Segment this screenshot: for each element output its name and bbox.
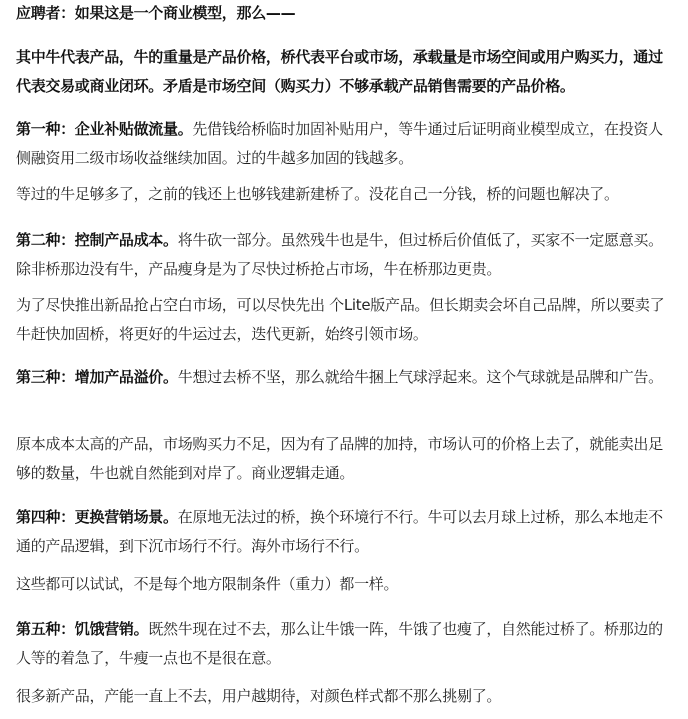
paragraph-method-3-note: [16, 430, 674, 488]
paragraph-bold: 应聘者：如果这是一个商业模型，那么——: [16, 4, 296, 22]
paragraph-bold: 第三种：增加产品溢价。: [16, 368, 178, 386]
paragraph-method-4-note: [16, 570, 674, 599]
paragraph-text: 原本成本太高的产品，市场购买力不足，因为有了品牌的加持，市场认可的价格上去了，就能卖出足够的数量，牛也就自然能到对岸了。商业逻辑走通。: [16, 435, 663, 482]
paragraph-method-3: [16, 363, 674, 392]
paragraph-model-explanation: [16, 43, 674, 101]
paragraph-text: 牛想过去桥不坚，那么就给牛捆上气球浮起来。这个气球就是品牌和广告。: [177, 368, 663, 386]
paragraph-text: 这些都可以试试，不是每个地方限制条件（重力）都一样。: [16, 575, 399, 593]
paragraph-method-2-note: [16, 291, 674, 349]
paragraph-bold: 其中牛代表产品，牛的重量是产品价格，桥代表平台或市场，承载量是市场空间或用户购买力，通过代表交易或商业闭环。矛盾是市场空间（购买力）不够承载产品销售需要的产品价格。: [16, 48, 663, 95]
paragraph-method-2: [16, 226, 674, 284]
paragraph-text: 等过的牛足够多了，之前的钱还上也够钱建新建桥了。没花自己一分钱，桥的问题也解决了。: [16, 185, 619, 203]
paragraph-text: 在原地无法过的桥，换个环境行不行。牛可以去月球上过桥，那么本地走不通的产品逻辑，到下沉市场行不行。海外市场行不行。: [16, 508, 663, 555]
paragraph-text: 先借钱给桥临时加固补贴用户，等牛通过后证明商业模型成立，在投资人侧融资用二级市场收益继续加固。过的牛越多加固的钱越多。: [16, 120, 663, 167]
paragraph-method-1-note: [16, 180, 674, 209]
paragraph-bold: 第二种：控制产品成本。: [16, 231, 178, 249]
paragraph-bold: 第一种：企业补贴做流量。: [16, 120, 193, 138]
paragraph-bold: 第五种：饥饿营销。: [16, 620, 149, 638]
paragraph-text: 将牛砍一部分。虽然残牛也是牛，但过桥后价值低了，买家不一定愿意买。除非桥那边没有牛，产品瘦身是为了尽快过桥抢占市场，牛在桥那边更贵。: [16, 231, 663, 278]
paragraph-method-5: [16, 615, 674, 673]
paragraph-method-5-note: [16, 682, 674, 711]
paragraph-text: 为了尽快推出新品抢占空白市场，可以尽快先出 个Lite版产品。但长期卖会坏自己品牌，所以要卖了牛赶快加固桥，将更好的牛运过去，迭代更新，始终引领市场。: [16, 296, 665, 343]
paragraph-method-1: [16, 115, 674, 173]
paragraph-method-4: [16, 503, 674, 561]
paragraph-bold: 第四种：更换营销场景。: [16, 508, 178, 526]
paragraph-interviewee-intro: [16, 0, 674, 28]
paragraph-text: 很多新产品，产能一直上不去，用户越期待，对颜色样式都不那么挑剔了。: [16, 687, 502, 705]
paragraph-text: 既然牛现在过不去，那么让牛饿一阵，牛饿了也瘦了，自然能过桥了。桥那边的人等的着急了，牛瘦一点也不是很在意。: [16, 620, 663, 667]
